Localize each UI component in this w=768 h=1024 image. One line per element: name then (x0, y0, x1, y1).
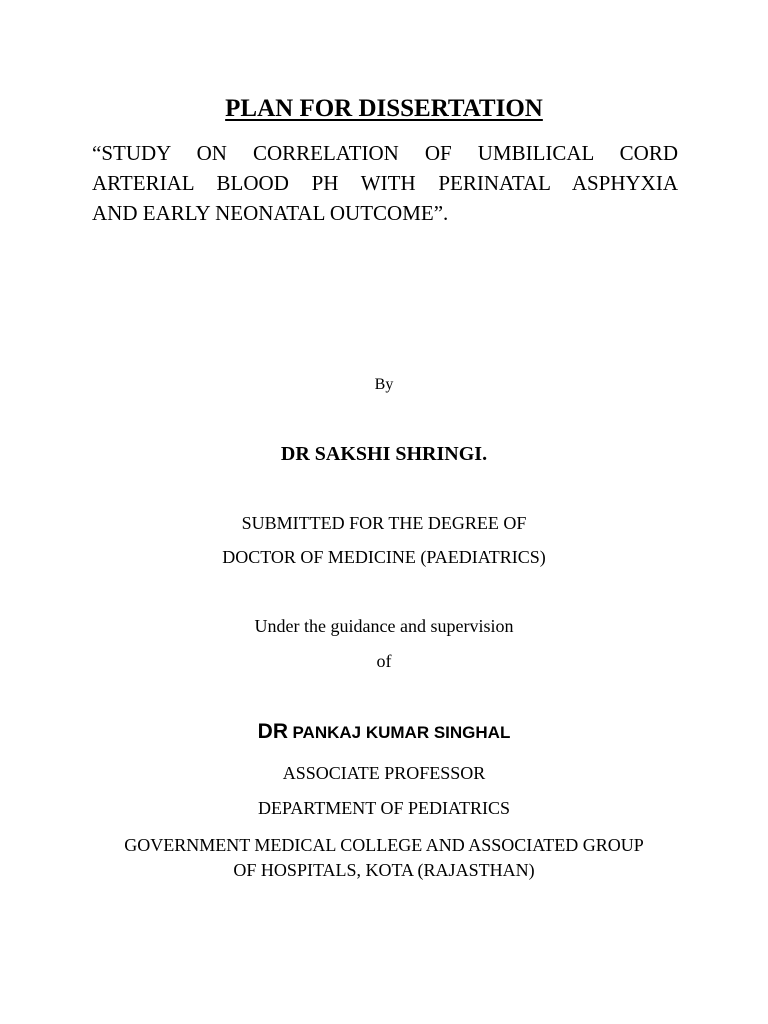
guidance-line: Under the guidance and supervision (254, 616, 514, 636)
guide-full-name: PANKAJ KUMAR SINGHAL (292, 723, 511, 742)
college-line-2: OF HOSPITALS, KOTA (RAJASTHAN) (233, 860, 535, 880)
guide-designation: ASSOCIATE PROFESSOR (282, 763, 486, 783)
guide-department: DEPARTMENT OF PEDIATRICS (258, 798, 510, 818)
guide-prefix: DR (257, 720, 289, 743)
author-name: DR SAKSHI SHRINGI. (280, 443, 488, 465)
guidance-of-line: of (376, 651, 392, 671)
college-line-1: GOVERNMENT MEDICAL COLLEGE AND ASSOCIATED GROUP (124, 835, 644, 855)
study-title-line-1: “STUDY ON CORRELATION OF UMBILICAL CORD (92, 141, 678, 165)
page-title: PLAN FOR DISSERTATION (225, 95, 543, 122)
submitted-for-line: SUBMITTED FOR THE DEGREE OF (241, 513, 527, 533)
guide-name (0, 718, 768, 748)
degree-line: DOCTOR OF MEDICINE (PAEDIATRICS) (222, 547, 546, 567)
study-title (92, 138, 678, 228)
study-title-line-3: AND EARLY NEONATAL OUTCOME”. (92, 201, 449, 225)
by-label: By (374, 376, 394, 393)
study-title-line-2: ARTERIAL BLOOD PH WITH PERINATAL ASPHYXIA (92, 171, 678, 195)
